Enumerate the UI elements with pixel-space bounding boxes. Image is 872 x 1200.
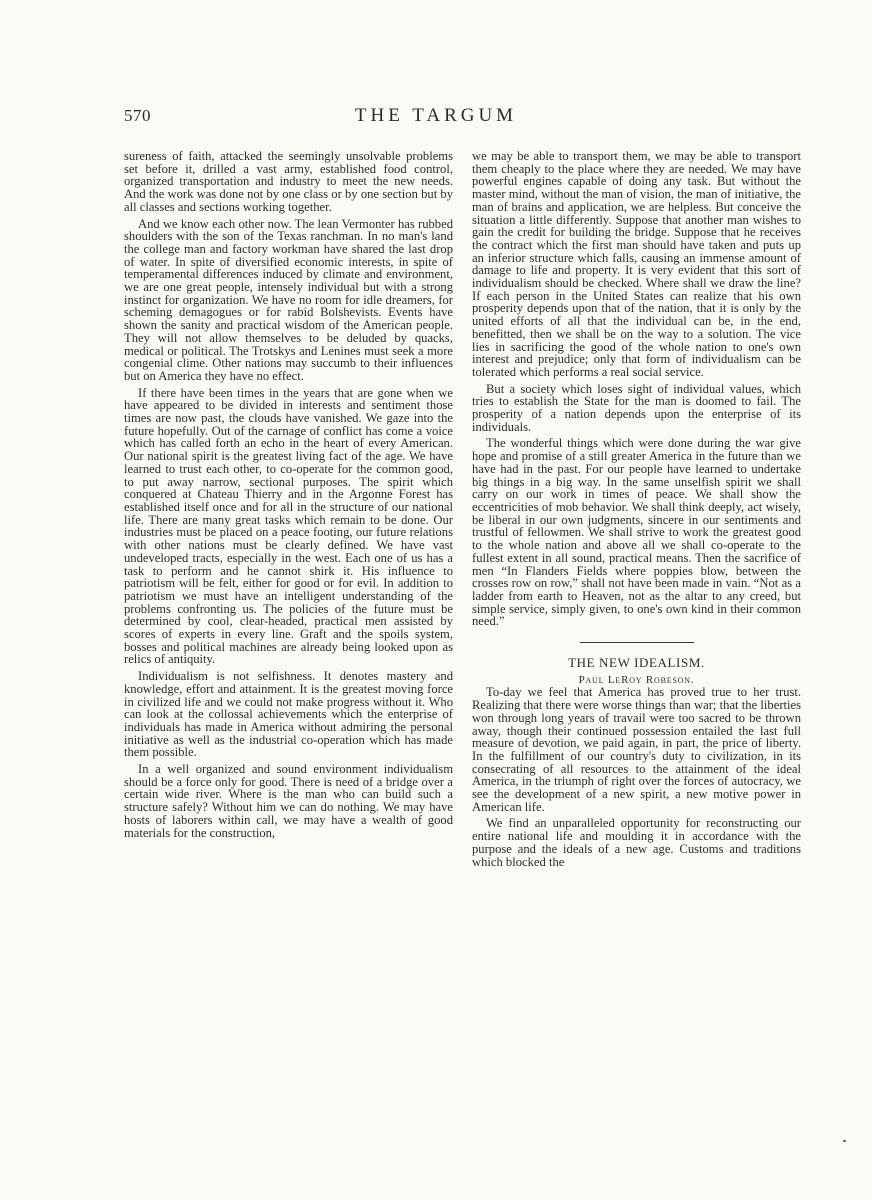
article-title: THE NEW IDEALISM. bbox=[568, 655, 705, 671]
paragraph: If there have been times in the years that are gone when we have appeared to be divided in interests and sentiment those times are now past, the clouds have vanished. We gaze into the future hopefully. Out of the carnage of conflict has come a voice which has called forth an echo in the heart of every American. Our national spirit is the greatest living fact of the age. We have learned to trust each other, to co-operate for the common good, to put away narrow, sectional purposes. The spirit which conquered at Chateau Thierry and in the Argonne Forest has established itself once and for all in the structure of our national life. There are many great tasks which remain to be done. Our industries must be placed on a peace footing, our future relations with other nations must be clearly defined. We have vast undeveloped tracts, especially in the west. Each one of us has a task to perform and he cannot shirk it. His influence to patriotism will be felt, either for good or for evil. In addition to patriotism we must have an intelligent understanding of the problems confronting us. The policies of the future must be determined by cool, clear-headed, practical men assisted by scores of experts in every line. Graft and the spoils system, bosses and political machines are already being looked upon as relics of antiquity. bbox=[124, 385, 453, 667]
paragraph: sureness of faith, attacked the seemingly unsolvable problems set before it, drilled a vast army, established food control, organized transportation and industry to meet the new needs. And the work was done not by one class or by one section but by all classes and sections working together. bbox=[124, 149, 453, 214]
running-head: THE TARGUM bbox=[354, 105, 518, 126]
section-divider bbox=[580, 642, 694, 643]
paragraph: The wonderful things which were done during the war give hope and promise of a still greater America in the future than we have had in the past. For our people have learned to undertake big things in a big way. In the same unselfish spirit we shall carry on our work in times of peace. We shall show the eccentricities of mob behavior. We shall think deeply, act wisely, be liberal in our own judgments, sincere in our sentiments and trustful of fellowmen. We shall strive to work the greatest good to the whole nation and above all we shall co-operate to the fullest extent in all sound, practical means. Then the sacrifice of men “In Flanders Fields where poppies blow, between the crosses row on row,” shall not have been made in vain. “Not as a ladder from earth to Heaven, not as the altar to any creed, but simple service, simply given, to one's own kind in their common need.” bbox=[472, 436, 801, 629]
article-byline: Paul LeRoy Robeson. bbox=[578, 673, 695, 686]
paragraph: In a well organized and sound environment individualism should be a force only for good. There is need of a bridge over a certain wide river. Where is the man who can build such a structure safely? Without him we can do nothing. We may have hosts of laborers within call, we may have a wealth of good materials for the construction, bbox=[124, 762, 453, 840]
paragraph: we may be able to transport them, we may be able to transport them cheaply to the place where they are needed. We may have powerful engines capable of doing any task. But without the master mind, without the man of vision, the man of initiative, the man of brains and application, we are helpless. But conceive the situation a little differently. Suppose that another man wishes to gain the credit for building the bridge. Suppose that he receives the contract which the first man should have taken and puts up an inferior structure which falls, causing an immense amount of damage to life and property. It is very evident that this sort of individualism should be checked. Where shall we draw the line? If each person in the United States can realize that his own prosperity depends upon that of the nation, that it is only by the united efforts of all that the individual can be, in the end, benefitted, then we shall be on the way to a solution. The vice lies in sacrificing the good of the whole nation to one's own interest and prejudice; only that form of individualism can be tolerated which performs a real social service. bbox=[472, 149, 801, 379]
paragraph: We find an unparalleled opportunity for reconstructing our entire national life and moulding it in accordance with the purpose and the ideals of a new age. Customs and traditions which blocked the bbox=[472, 816, 801, 869]
left-column bbox=[124, 150, 453, 839]
right-column bbox=[472, 150, 801, 868]
paragraph: But a society which loses sight of individual values, which tries to establish the State for the man is doomed to fail. The prosperity of a nation depends upon the enterprise of its individuals. bbox=[472, 381, 801, 434]
page-number: 570 bbox=[124, 106, 151, 125]
paragraph: Individualism is not selfishness. It denotes mastery and knowledge, effort and attainment. It is the greatest moving force in civilized life and we could not make progress without it. Who can look at the collossal achievements which the enterprise of individuals has made in America without admiring the personal initiative as well as the industrial co-operation which has made them possible. bbox=[124, 669, 453, 760]
paragraph: And we know each other now. The lean Vermonter has rubbed shoulders with the son of the Texas ranchman. In no man's land the college man and factory workman have shared the last drop of water. In spite of diversified economic interests, in spite of temperamental differences induced by climate and environment, we are one great people, intensely individual but with a strong instinct for organization. We have no room for idle dreamers, for scheming demagogues or for rabid Bolshevists. Events have shown the sanity and practical wisdom of the American people. They will not allow themselves to be deluded by quacks, medical or political. The Trotskys and Lenines must seek a more congenial clime. Other nations may succumb to their influences but on America they have no effect. bbox=[124, 216, 453, 383]
print-speck bbox=[843, 1140, 846, 1142]
paragraph: To-day we feel that America has proved true to her trust. Realizing that there were worse things than war; that the liberties won through long years of travail were too sacred to be thrown away, though their continued possession entailed the last full measure of devotion, we paid again, in part, the price of liberty. In the fulfillment of our country's duty to civilization, in its consecrating of all resources to the attainment of the ideal America, in the triumph of right over the forces of autocracy, we see the development of a new spirit, a new motive power in American life. bbox=[472, 685, 801, 814]
